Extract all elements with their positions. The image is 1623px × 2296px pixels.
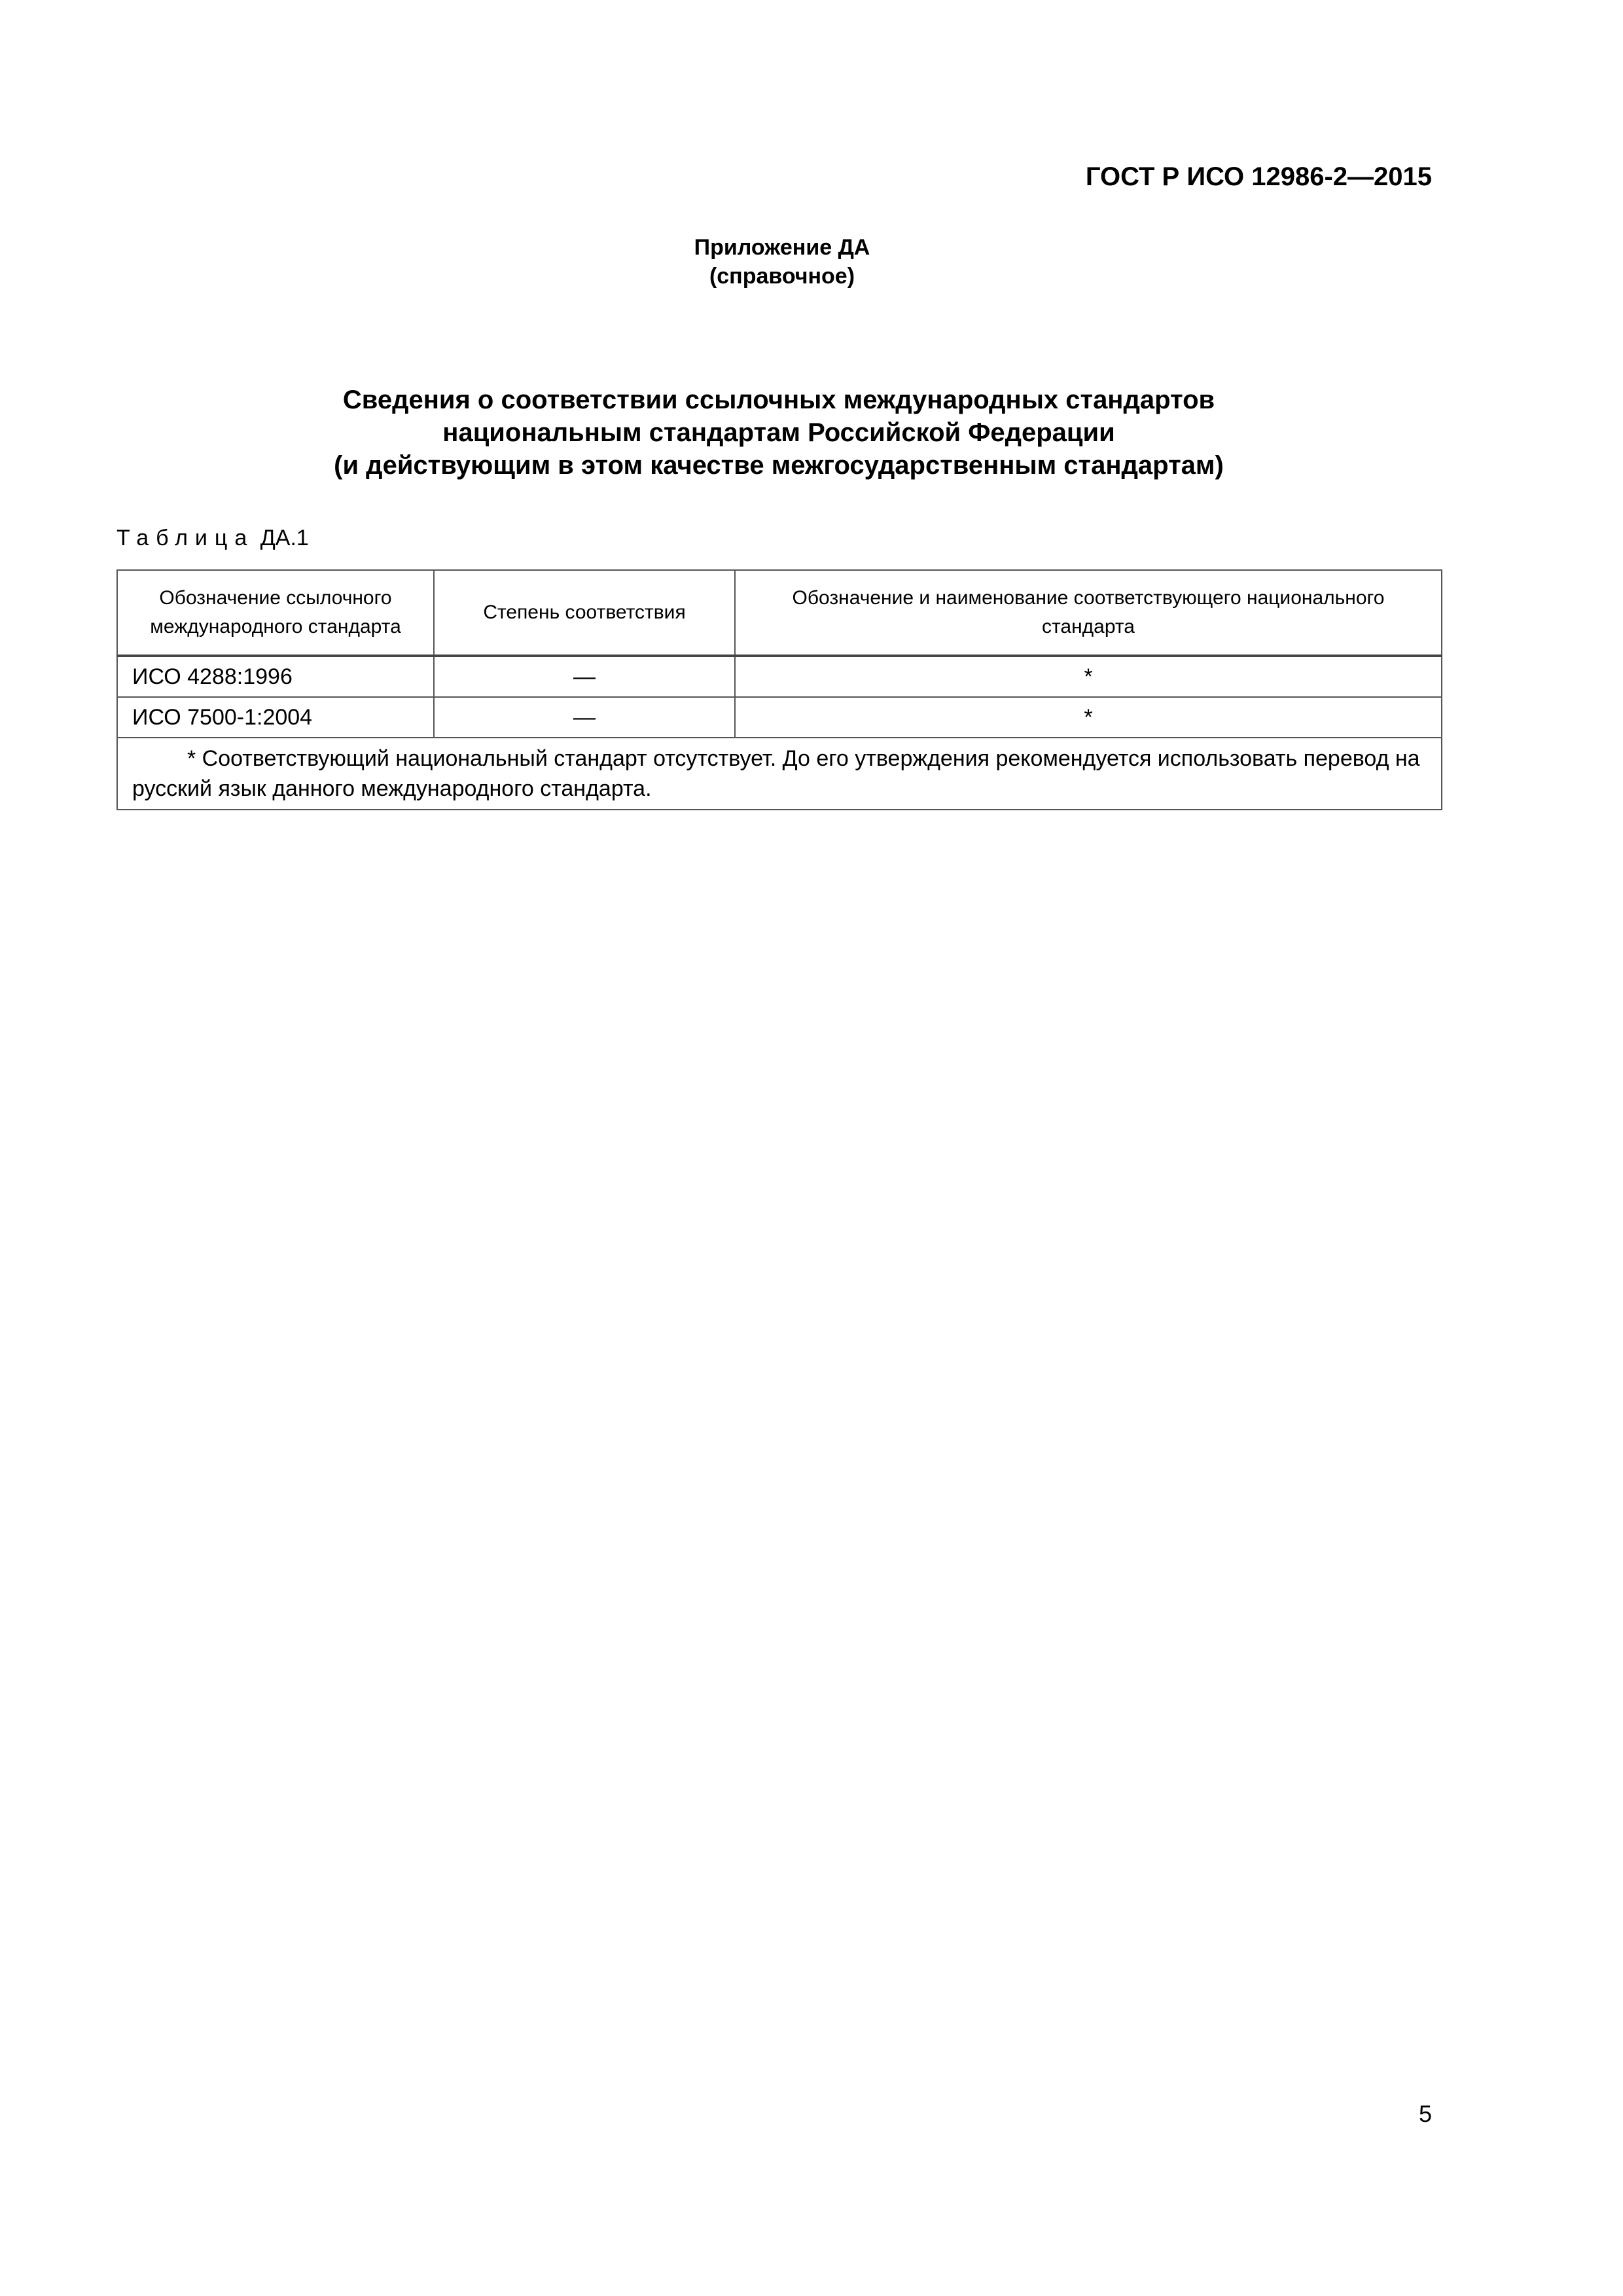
annex-heading — [0, 233, 1564, 291]
table-footnote-row — [117, 738, 1442, 810]
table-row — [117, 656, 1442, 697]
table-caption-number: ДА.1 — [260, 526, 309, 550]
cell-national: * — [735, 697, 1442, 738]
cell-degree: — — [434, 656, 735, 697]
cell-designation: ИСО 7500-1:2004 — [117, 697, 434, 738]
table-footnote: * Соответствующий национальный стандарт отсутствует. До его утверждения рекомендуется использовать перевод на русский язык данного международного стандарта. — [117, 738, 1442, 810]
table-row — [117, 697, 1442, 738]
column-header-national: Обозначение и наименование соответствующего национального стандарта — [735, 570, 1442, 656]
cell-national: * — [735, 656, 1442, 697]
column-header-degree: Степень соответствия — [434, 570, 735, 656]
annex-title-line-1: Сведения о соответствии ссылочных международных стандартов — [342, 386, 1215, 414]
document-code: ГОСТ Р ИСО 12986-2—2015 — [1085, 162, 1432, 191]
annex-status: (справочное) — [709, 264, 855, 289]
annex-title-line-2: национальным стандартам Российской Федерации — [442, 418, 1115, 447]
page-number: 5 — [1418, 2100, 1432, 2127]
table-caption-word: Таблица — [116, 526, 255, 550]
cell-degree: — — [434, 697, 735, 738]
cell-designation: ИСО 4288:1996 — [117, 656, 434, 697]
column-header-designation: Обозначение ссылочного международного стандарта — [117, 570, 434, 656]
table-header-row — [117, 570, 1442, 656]
annex-title-line-3: (и действующим в этом качестве межгосударственным стандартам) — [334, 451, 1224, 480]
conformity-table — [116, 569, 1442, 810]
annex-label: Приложение ДА — [694, 235, 870, 260]
table-caption — [116, 524, 309, 552]
annex-title — [0, 384, 1558, 482]
